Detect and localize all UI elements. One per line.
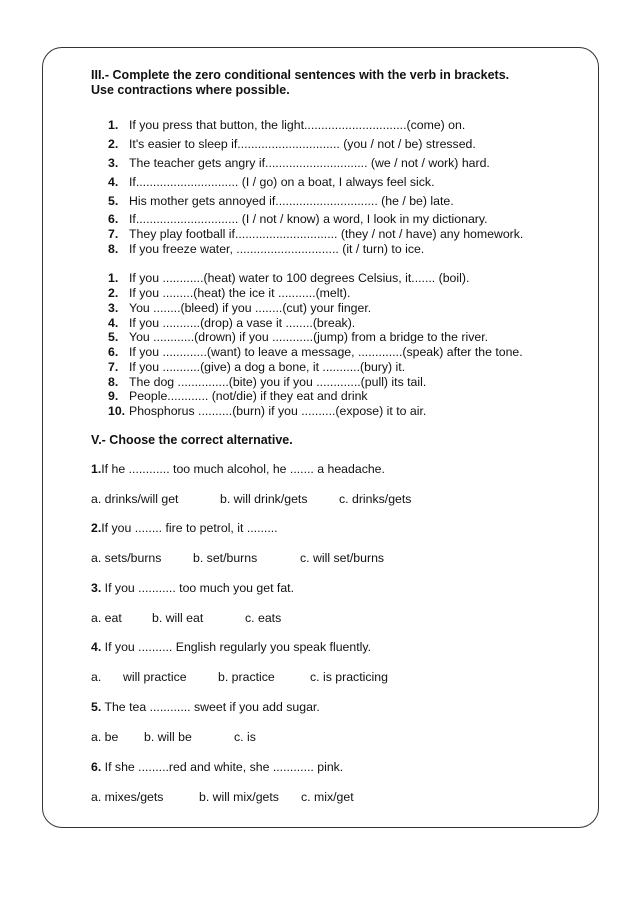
item-number: 4. bbox=[108, 316, 119, 330]
item-number: 8. bbox=[108, 375, 119, 389]
option-b: b. will drink/gets bbox=[220, 492, 308, 506]
question-2 bbox=[91, 521, 278, 535]
option-c: c. mix/get bbox=[301, 790, 354, 804]
option-a: a. be bbox=[91, 730, 119, 744]
item-text: If you .........(heat) the ice it ...........(melt). bbox=[129, 286, 351, 300]
item-text: You ........(bleed) if you ........(cut) your finger. bbox=[129, 301, 372, 315]
option-b: b. practice bbox=[218, 670, 275, 684]
item-text: You ............(drown) if you ............(jump) from a bridge to the river. bbox=[129, 330, 489, 344]
item-number: 2. bbox=[108, 286, 119, 300]
item-number: 6. bbox=[108, 212, 119, 226]
item-number: 4. bbox=[108, 175, 119, 189]
option-c: c. is practicing bbox=[310, 670, 388, 684]
question-5 bbox=[91, 700, 320, 714]
option-c: c. is bbox=[234, 730, 256, 744]
question-number: 2. bbox=[91, 521, 102, 535]
item-text: People............ (not/die) if they eat and drink bbox=[129, 389, 368, 403]
item-number: 5. bbox=[108, 330, 119, 344]
item-text: If you ............(heat) water to 100 degrees Celsius, it....... (boil). bbox=[129, 271, 470, 285]
option-b: b. will mix/gets bbox=[199, 790, 279, 804]
option-c: c. eats bbox=[245, 611, 282, 625]
item-number: 7. bbox=[108, 360, 119, 374]
question-text: If you .......... English regularly you speak fluently. bbox=[101, 640, 372, 654]
question-number: 1. bbox=[91, 462, 102, 476]
item-number: 1. bbox=[108, 118, 119, 132]
question-text: If he ............ too much alcohol, he ....... a headache. bbox=[101, 462, 385, 476]
question-3 bbox=[91, 581, 294, 595]
question-number: 5. bbox=[91, 700, 102, 714]
option-a: a. mixes/gets bbox=[91, 790, 164, 804]
section3-title-line2: Use contractions where possible. bbox=[91, 83, 290, 97]
question-number: 6. bbox=[91, 760, 102, 774]
question-1 bbox=[91, 462, 385, 476]
item-text: It's easier to sleep if.............................. (you / not / be) stressed. bbox=[129, 137, 476, 151]
option-a: a. eat bbox=[91, 611, 122, 625]
question-number: 4. bbox=[91, 640, 102, 654]
item-text: If you freeze water, .............................. (it / turn) to ice. bbox=[129, 242, 425, 256]
question-text: If she .........red and white, she ............ pink. bbox=[101, 760, 344, 774]
item-text: If you ...........(give) a dog a bone, it ...........(bury) it. bbox=[129, 360, 406, 374]
option-a-text: will practice bbox=[123, 670, 187, 684]
item-number: 3. bbox=[108, 156, 119, 170]
option-b: b. set/burns bbox=[193, 551, 258, 565]
item-text: If you press that button, the light..............................(come) on. bbox=[129, 118, 466, 132]
item-text: If.............................. (I / go) on a boat, I always feel sick. bbox=[129, 175, 435, 189]
item-number: 5. bbox=[108, 194, 119, 208]
question-number: 3. bbox=[91, 581, 102, 595]
option-a: a. sets/burns bbox=[91, 551, 162, 565]
item-number: 9. bbox=[108, 389, 119, 403]
question-text: The tea ............ sweet if you add sugar. bbox=[101, 700, 320, 714]
item-text: The dog ...............(bite) you if you .............(pull) its tail. bbox=[129, 375, 427, 389]
item-text: Phosphorus ..........(burn) if you ..........(expose) it to air. bbox=[129, 404, 427, 418]
item-text: If you .............(want) to leave a message, .............(speak) after the tone. bbox=[129, 345, 523, 359]
item-number: 10. bbox=[108, 404, 126, 418]
item-number: 2. bbox=[108, 137, 119, 151]
question-text: If you ........ fire to petrol, it ......... bbox=[101, 521, 278, 535]
option-a: a. drinks/will get bbox=[91, 492, 179, 506]
option-b: b. will eat bbox=[152, 611, 204, 625]
item-number: 7. bbox=[108, 227, 119, 241]
item-text: If.............................. (I / not / know) a word, I look in my dictionary. bbox=[129, 212, 488, 226]
question-6 bbox=[91, 760, 343, 774]
item-number: 3. bbox=[108, 301, 119, 315]
item-text: The teacher gets angry if.............................. (we / not / work) hard. bbox=[129, 156, 490, 170]
item-text: They play football if.............................. (they / not / have) any homework. bbox=[129, 227, 524, 241]
question-4 bbox=[91, 640, 371, 654]
item-text: His mother gets annoyed if.............................. (he / be) late. bbox=[129, 194, 454, 208]
section3-title-line1: III.- Complete the zero conditional sentences with the verb in brackets. bbox=[91, 68, 510, 82]
option-c: c. will set/burns bbox=[300, 551, 385, 565]
option-a: a. bbox=[91, 670, 102, 684]
item-number: 8. bbox=[108, 242, 119, 256]
item-number: 6. bbox=[108, 345, 119, 359]
question-text: If you ........... too much you get fat. bbox=[101, 581, 295, 595]
item-number: 1. bbox=[108, 271, 119, 285]
option-c: c. drinks/gets bbox=[339, 492, 412, 506]
section5-title: V.- Choose the correct alternative. bbox=[91, 433, 293, 447]
item-text: If you ...........(drop) a vase it ........(break). bbox=[129, 316, 356, 330]
option-b: b. will be bbox=[144, 730, 192, 744]
